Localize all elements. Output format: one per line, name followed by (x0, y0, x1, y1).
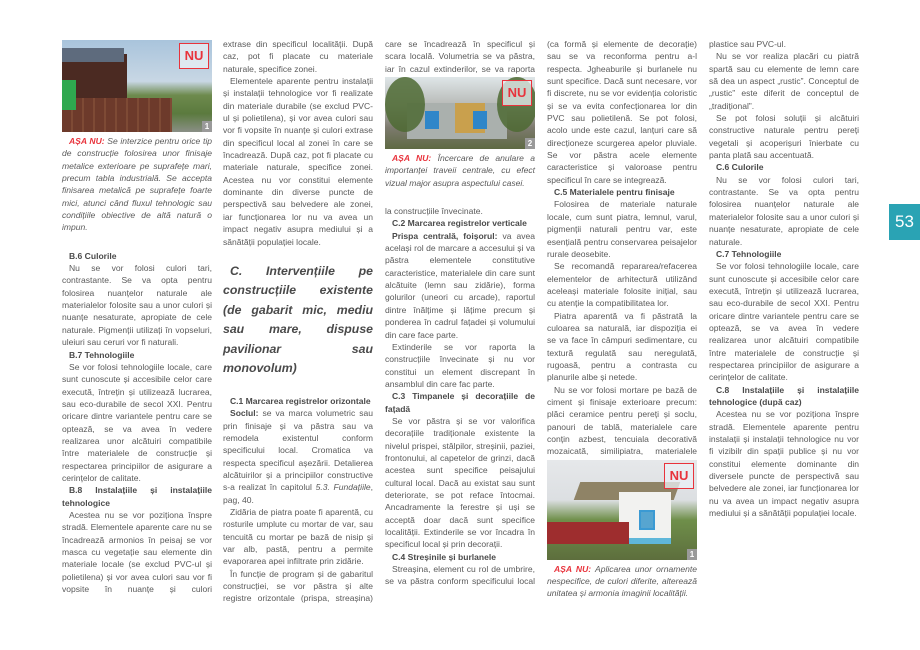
paragraph-text: Zidăria de piatra poate fi aparentă, cu rosturile umplute cu mortar de var, sau tencuită cu mortar pe bază de nisip și var alb, pastă, pentru a permite evaporarea apei infiltrate prin zidărie. (223, 506, 373, 567)
paragraph (62, 361, 212, 484)
photo-detail (62, 98, 172, 132)
column-3 (385, 38, 535, 588)
photo-detail (62, 80, 76, 110)
paragraph-text: Nu se vor folosi culori tari, contrastante. Se va opta pentru folosirea nuanțelor naturale ale materialelor folosite sau a unor culori și nuanțe nesaturate, apropiate de cele naturale. Pigmenții utilizați în vopseluri, uleiuri sau ceruri vor fi naturali. (62, 263, 212, 348)
paragraph-text: Acestea nu se vor poziționa înspre stradă. Elementele aparente pentru instalații și instalații tehnologice nu vor fi vizibilr din spații publice și nu vor constitui elemente dominante din diversele puncte de perspectivă sau belvedere ale zonei, iar funcționarea lor nu va avea un impact negativ asupra mediului și a sănătății populației locale. (709, 409, 859, 519)
paragraph (385, 415, 535, 551)
paragraph-text: Nu se vor folosi mortare pe bază de ciment și finisaje exterioare precum: plăci ceramice pentru pereți și soclu, panouri de tablă, materialele care conțin azbest, tencuiala decorativă mozaicată, similipiatra, materialele (547, 384, 697, 457)
paragraph-text: plastice sau PVC-ul. (709, 39, 786, 49)
section-heading: C.7 Tehnologiile (716, 248, 782, 259)
paragraph (547, 38, 697, 186)
section-heading: C.5 Materialele pentru finisaje (554, 187, 675, 198)
photo (62, 40, 212, 132)
nu-badge: NU (664, 463, 694, 489)
paragraph-text: În funcție de program și de gabaritul construcției, se vor păstra și alte registre orizontale (prispa, streașina) (223, 568, 373, 604)
section-heading: C.6 Culorile (716, 162, 764, 173)
paragraph-text: extrase din specificul localității. După caz, pot fi placate cu materiale naturale, specifice zonei. (223, 39, 373, 74)
paragraph-lead: Soclul: (230, 408, 259, 419)
chapter-reference: 5.3. Fundațiile (315, 482, 371, 493)
section-heading: C.8 Instalațiile și instalațiile tehnologice (după caz) (709, 384, 859, 407)
caption-label: AȘA NU: (554, 563, 592, 574)
paragraph-text: Se vor folosi tehnologiile locale, care sunt cunoscute și accesibile celor care execută, întrețin și utilizează lucrarea, sau eco-durabile de secol XXI. Pentru oricare dintre variantele pentru care se optează, se va avea în vedere realizarea unor alcătuiri compatibile între materialele de construcție și respectarea principiilor de asigurare a cerințelor de calitate. (709, 261, 859, 383)
section-heading: C.1 Marcarea registrelor orizontale (230, 395, 371, 406)
paragraph-text: Folosirea de materiale naturale locale, cum sunt piatra, lemnul, varul, pigmenții naturali pentru var, este esențială pentru conservarea peisajelor rurale deosebite. (547, 199, 697, 259)
paragraph (709, 174, 859, 248)
photo (385, 77, 535, 149)
paragraph-text: Nu se vor realiza placări cu piatră spartă sau cu elemente de lemn care să dea un aspect „rustic”. Conceptul de „rustic” este diferit de conceptul de „tradițional”. (709, 51, 859, 111)
photo-caption (385, 152, 535, 189)
paragraph-lead: Prispa centrală, foișorul: (392, 230, 498, 241)
paragraph (709, 112, 859, 161)
caption-label: AȘA NU: (392, 153, 432, 164)
photo (547, 460, 697, 560)
paragraph (709, 38, 859, 50)
column-5 (709, 38, 859, 519)
paragraph (223, 38, 373, 75)
photo-caption (547, 563, 697, 600)
paragraph (385, 38, 535, 75)
paragraph-text: va avea același rol de marcare a accesului și va păstra elementele constitutive caracteristice, materialele din care sunt alcătuite (lemn sau zidărie), forma golurilor (uneori cu arcade), raportul dintre înălțime și lățime precum și ponderea în cadrul fațadei și volumului din care face parte. (385, 230, 535, 340)
section-heading: C.2 Marcarea registrelor verticale (392, 218, 527, 229)
caption-text: Aplicarea unor ornamente nespecifice, de culori diferite, alterează unitatea și armonia imaginii localității. (547, 563, 698, 599)
paragraph (385, 341, 535, 390)
paragraph-text: se va marca volumetric sau prin finisaje și va păstra sau va remodela existentul conform specificului local. Cromatica va respecta specificul așezării. Detalierea alcătuirilor și a principiilor constructive s-a realizat în capitolul (223, 408, 373, 493)
paragraph-text: Elementele aparente pentru instalații și instalații tehnologice vor fi realizate din materiale durabile (se exclud PVC-ul și polietilena), și vor avea culori sau vor fi vopsite în nuanțe și culori extrase din specificul local al zonei în care se încadrează. După caz, pot fi placate cu materiale naturale, specifice zonei. Acestea nu vor constitui elemente dominante din diverse puncte de perspectivă sau belvedere ale zonei, iar funcționarea lor nu va avea un impact negativ asupra mediului și a sănătății populației locale. (223, 76, 373, 247)
paragraph-text: Se recomandă repararea/refacerea elementelor de arhitectură utilizând aceleași materiale folosite inițial, sau cu atenție la compatibilitatea lor. (547, 261, 697, 309)
column-2 (223, 38, 373, 605)
column-4 (547, 38, 697, 604)
photo-detail (547, 522, 629, 544)
photo-detail (62, 48, 124, 62)
paragraph (547, 260, 697, 309)
paragraph (547, 310, 697, 384)
paragraph (709, 260, 859, 383)
paragraph (223, 506, 373, 568)
caption-text: Se interzice pentru orice tip de construcție folosirea unor finisaje metalice exterioare pe suprafețe mari, precum tabla industrială. Se accepta finisarea metalică pe suprafețe foarte mici, atunci când fluxul tehnologic sau condițiile obiective de altă natură o impun. (62, 136, 212, 233)
chapter-heading: C. Intervențiile pe construcțiile existente (de gabarit mic, mediu sau mare, dispuse pavilionar sau monovolum) (223, 263, 373, 376)
paragraph (62, 262, 212, 348)
section-heading: B.7 Tehnologiile (69, 349, 135, 360)
paragraph (223, 75, 373, 248)
paragraph (223, 407, 373, 506)
section-heading: C.4 Streșinile și burlanele (392, 551, 497, 562)
paragraph-text: care se încadrează în specificul și scara locală. Volumetria se va păstra, iar în cazul extinderilor, se va raporta (385, 39, 535, 74)
column-1 (62, 38, 212, 595)
paragraph (385, 205, 535, 217)
section-heading: C.3 Timpanele și decorațiile de fațadă (385, 391, 535, 414)
paragraph-text: la construcțiile învecinate. (385, 206, 483, 217)
section-heading: B.6 Culorile (69, 250, 117, 261)
caption-label: AȘA NU: (69, 136, 105, 146)
spacer (62, 238, 212, 250)
photo-number: 1 (687, 549, 697, 560)
paragraph-text: Streașina, element cu rol de umbrire, se va păstra conform specificului local (385, 564, 535, 587)
paragraph (709, 408, 859, 519)
photo-number: 2 (525, 138, 535, 149)
paragraph-text: Nu se vor folosi culori tari, contrastante. Se va opta pentru folosirea nuanțelor naturale ale materialelor folosite sau a unor culori și nuanțe nesaturate, apropiate de cele naturale. (709, 174, 859, 247)
paragraph (385, 563, 535, 588)
photo-detail (639, 510, 655, 530)
photo-number: 1 (202, 121, 212, 132)
paragraph (62, 509, 212, 595)
paragraph-text: Acestea nu se vor poziționa înspre stradă. Elementele aparente care nu se încadrează armonios în peisaj se vor masca cu vegetație sau elemente din materiale locale (se exclud PVC-ul și polietilena) și vor avea culori sau vor fi vopsite în nuanțe și culori (62, 509, 212, 595)
paragraph (547, 198, 697, 260)
photo-caption (62, 135, 212, 234)
paragraph-text: Extinderile se vor raporta la construcțiile învecinate și nu vor constitui un element discrepant în ansamblul din care fac parte. (385, 341, 535, 389)
paragraph (547, 384, 697, 458)
paragraph-text: Se vor folosi tehnologiile locale, care sunt cunoscute și accesibile celor care execută, întrețin și utilizează lucrarea, sau eco-durabile de secol XXI. Pentru oricare dintre variantele pentru care se optează, se va avea în vedere realizarea unor alcătuiri compatibile între materialele de construcție și respectarea principiilor de asigurare a cerințelor de calitate. (62, 361, 212, 483)
paragraph-tail: , pag, 40. (223, 482, 373, 505)
page-number-tab: 53 (889, 204, 920, 240)
nu-badge: NU (179, 43, 209, 69)
paragraph-text: Se pot folosi soluții și alcătuiri constructive naturale pentru pereți vegetali și acoperișuri înierbate cu panta plată sau accentuată. (709, 113, 859, 161)
photo-detail (473, 111, 487, 129)
section-heading: B.8 Instalațiile și instalațiile tehnologice (62, 485, 212, 508)
paragraph (709, 50, 859, 112)
paragraph (223, 568, 373, 605)
photo-detail (385, 77, 425, 132)
caption-text: Încercare de anulare a importanței traveii centrale, cu efect vizual major asupra aspectului casei. (385, 153, 536, 188)
paragraph (385, 230, 535, 341)
spacer (385, 193, 535, 205)
paragraph-text: (ca formă și elemente de decorație) sau se va reconforma pentru a-l respecta. Jgheaburile și burlanele nu sunt specifice. Dacă sunt necesare, vor fi discrete, nu se vor evidenția coloristic și se va evita confecționarea lor din PVC sau polietilenă. Se pot folosi, acolo unde este cazul, lanțuri care să direcționeze scurgerea apelor pluviale. Se vor păstra acele elemente caracteristice și valoroase pentru specificul în care se integrează. (547, 39, 697, 185)
nu-badge: NU (502, 80, 532, 106)
paragraph-text: Piatra aparentă va fi păstrată la culoarea sa naturală, iar dispoziția ei se va face în câmpuri sedimentare, cu textură regulată sau neregulată, rugoasă, pentru a contrasta cu planurile albe și netede. (547, 310, 697, 383)
photo-detail (425, 111, 439, 129)
paragraph-text: Se vor păstra și se vor valorifica decorațiile tradiționale existente la nivelul prispei, stâlpilor, streșinii, paziei, frontonului, al capetelor de grinzi, dacă acestea sunt specifice peisajului cultural local. Dacă au existat sau sunt deteriorate, se pot reface întocmai. Ancadramente la ferestre și uși se acceptă doar dacă sunt specifice localității. Extinderile se vor încadra în specificul local și prin decorații. (385, 415, 535, 550)
